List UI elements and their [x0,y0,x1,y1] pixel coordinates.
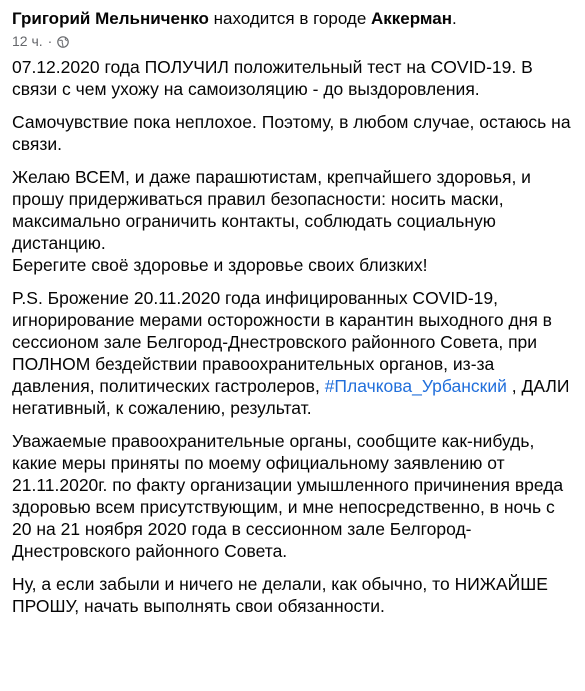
post-text: P.S. Брожение 20.11.2020 года инфицированных COVID-19, игнорирование мерами осторожности в карантин выходного дня в сессионом зале Белгород-Днестровского районного Совета, при ПОЛНОМ бездействии правоохранительных органов, из-за давления, политических гастролеров, [12,288,552,396]
post-paragraph [12,287,573,419]
globe-icon[interactable] [57,35,69,47]
post-paragraph [12,166,573,276]
post-header [12,8,573,30]
post-text: Берегите своё здоровье и здоровье своих близких! [12,255,428,275]
post-paragraph: Ну, а если забыли и ничего не делали, как обычно, то НИЖАЙШЕ ПРОШУ, начать выполнять свои обязанности. [12,574,548,616]
post-timestamp-link[interactable]: 12 ч. [12,33,43,49]
post-body [12,56,573,617]
post-text: , ДАЛИ негативный, к сожалению, результат. [12,376,570,418]
location-prefix: находится в городе [213,9,367,28]
location-link[interactable]: Аккерман [371,9,452,28]
author-name-link[interactable]: Григорий Мельниченко [12,9,209,28]
post-text: Желаю ВСЕМ, и даже парашютистам, крепчайшего здоровья, и прошу придерживаться правил безопасности: носить маски, максимально ограничить контакты, соблюдать социальную дистанцию. [12,167,531,253]
hashtag-link[interactable]: #Плачкова_Урбанский [324,376,507,396]
meta-separator: · [47,33,53,49]
post-paragraph: 07.12.2020 года ПОЛУЧИЛ положительный тест на COVID-19. В связи с чем ухожу на самоизоляцию - до выздоровления. [12,57,533,99]
post-paragraph: Уважаемые правоохранительные органы, сообщите как-нибудь, какие меры приняты по моему официальному заявлению от 21.11.2020г. по факту организации умышленного причинения вреда здоровью всем присутствующим, и мне непосредственно, в ночь с 20 на 21 ноября 2020 года в сессионном зале Белгород-Днестровского районного Совета. [12,431,564,561]
location-suffix: . [452,9,457,28]
post-paragraph: Самочувствие пока неплохое. Поэтому, в любом случае, остаюсь на связи. [12,112,571,154]
post-meta [12,32,573,50]
